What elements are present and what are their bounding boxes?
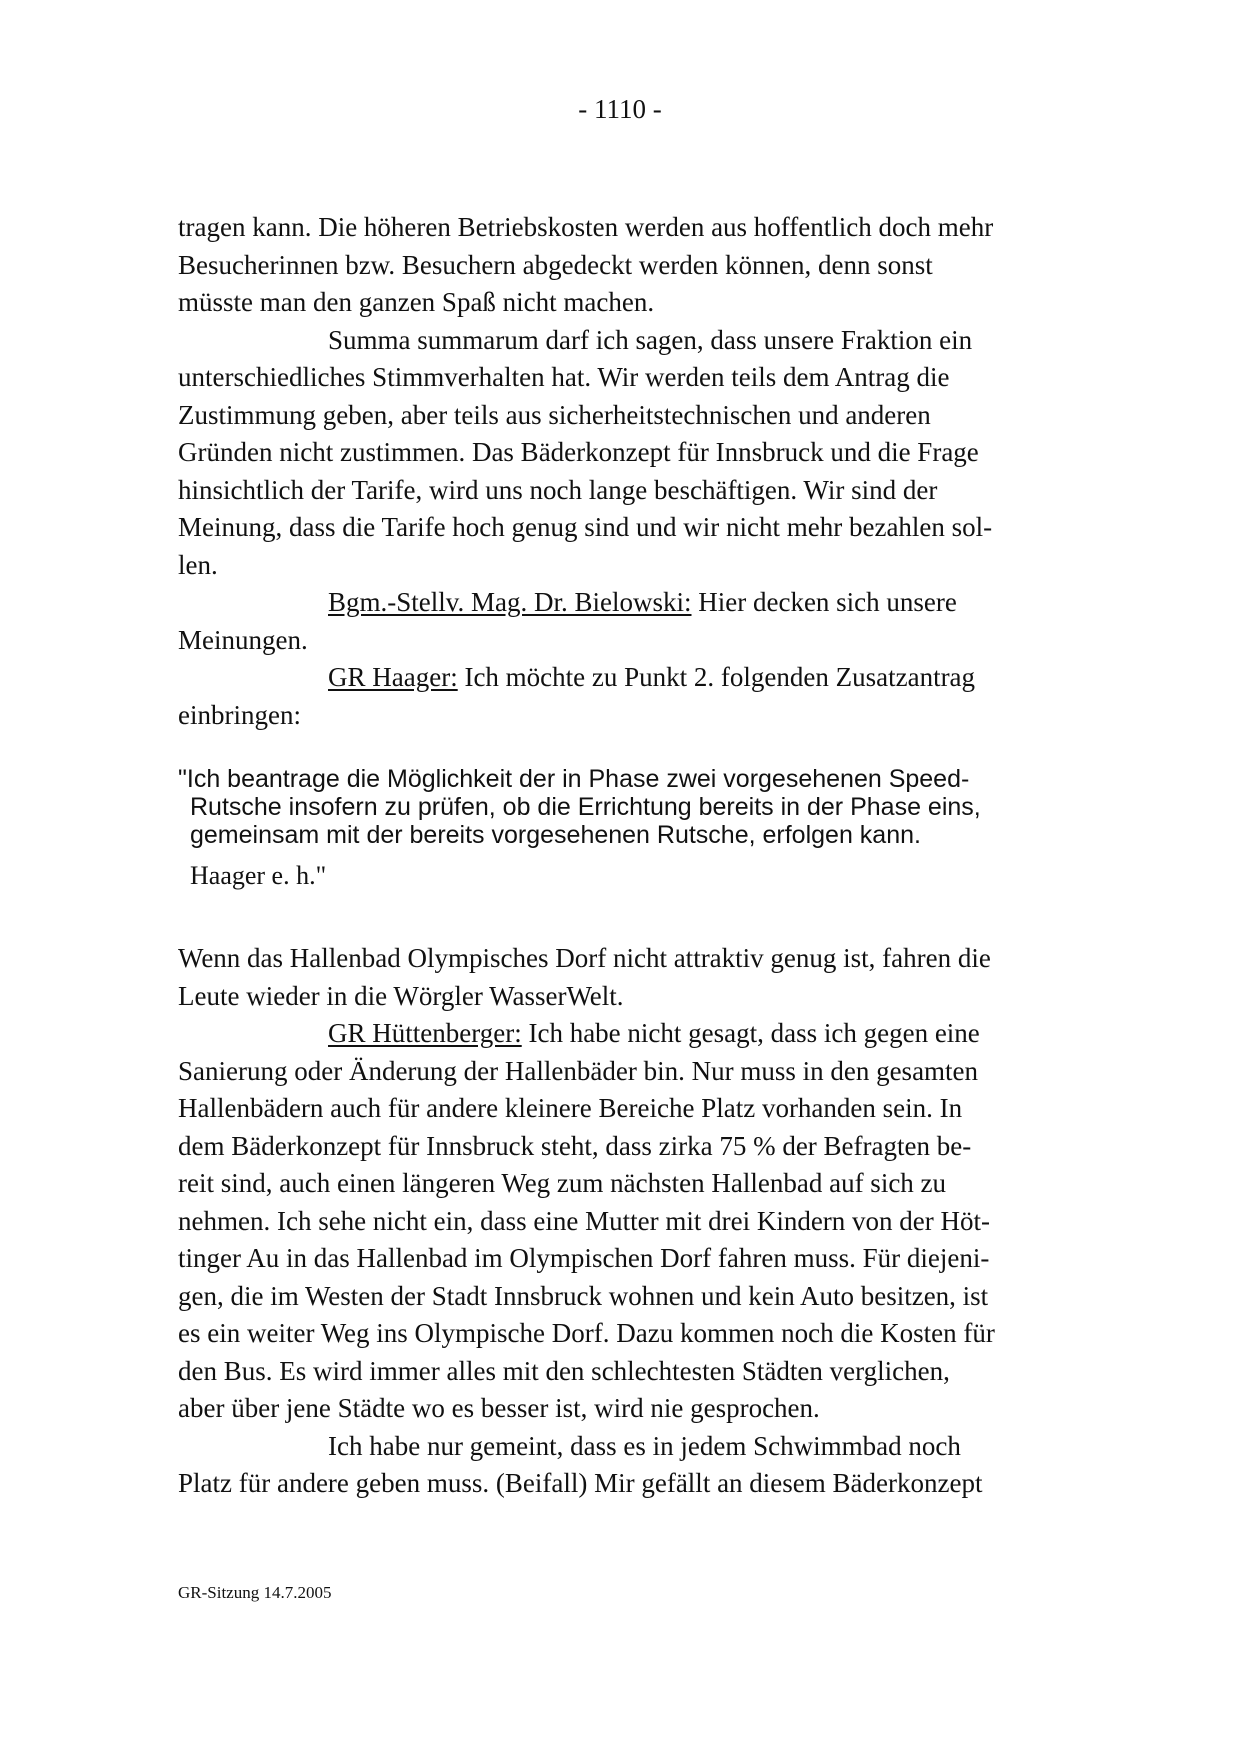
text-line: müsste man den ganzen Spaß nicht machen. xyxy=(178,287,655,317)
body-section-top xyxy=(178,209,1068,734)
text-line: es ein weiter Weg ins Olympische Dorf. Dazu kommen noch die Kosten für xyxy=(178,1318,995,1348)
speaker-line-haager xyxy=(178,659,1068,697)
text-line: aber über jene Städte wo es besser ist, wird nie gesprochen. xyxy=(178,1393,820,1423)
text-line: unterschiedliches Stimmverhalten hat. Wir werden teils dem Antrag die xyxy=(178,362,950,392)
text-line: Meinungen. xyxy=(178,624,308,655)
text-line: Wenn das Hallenbad Olympisches Dorf nicht attraktiv genug ist, fahren die xyxy=(178,943,991,973)
body-section-bottom xyxy=(178,940,1068,1503)
text-line: tinger Au in das Hallenbad im Olympischen Dorf fahren muss. Für diejeni- xyxy=(178,1243,990,1273)
page-number: - 1110 - xyxy=(578,94,662,124)
quote-signature: Haager e. h." xyxy=(190,861,327,890)
speaker-name: GR Haager: xyxy=(328,662,458,692)
speaker-name: Bgm.-Stellv. Mag. Dr. Bielowski: xyxy=(328,587,692,617)
text-line: den Bus. Es wird immer alles mit den schlechtesten Städten verglichen, xyxy=(178,1355,950,1386)
text-line: Gründen nicht zustimmen. Das Bäderkonzept für Innsbruck und die Frage xyxy=(178,437,979,467)
speaker-line-huettenberger xyxy=(178,1015,1068,1053)
text-line: nehmen. Ich sehe nicht ein, dass eine Mutter mit drei Kindern von der Höt- xyxy=(178,1205,991,1236)
speaker-text: Ich möchte zu Punkt 2. folgenden Zusatzantrag xyxy=(457,662,976,692)
speaker-text: Hier decken sich unsere xyxy=(691,587,957,617)
quote-line: "Ich beantrage die Möglichkeit der in Phase zwei vorgesehenen Speed- xyxy=(178,765,970,793)
text-line: Meinung, dass die Tarife hoch genug sind und wir nicht mehr bezahlen sol- xyxy=(178,512,993,542)
text-line: gen, die im Westen der Stadt Innsbruck wohnen und kein Auto besitzen, ist xyxy=(178,1280,989,1311)
quote-line: Rutsche insofern zu prüfen, ob die Errichtung bereits in der Phase eins, xyxy=(190,793,981,821)
text-line: Summa summarum darf ich sagen, dass unsere Fraktion ein xyxy=(328,324,973,355)
speaker-text: Ich habe nicht gesagt, dass ich gegen eine xyxy=(521,1018,980,1048)
text-line: tragen kann. Die höheren Betriebskosten werden aus hoffentlich doch mehr xyxy=(178,212,994,242)
footer-session-date: GR-Sitzung 14.7.2005 xyxy=(178,1583,332,1602)
motion-quote xyxy=(178,765,1078,893)
text-line: hinsichtlich der Tarife, wird uns noch lange beschäftigen. Wir sind der xyxy=(178,474,938,505)
quote-line: gemeinsam mit der bereits vorgesehenen Rutsche, erfolgen kann. xyxy=(190,821,921,849)
text-line: Zustimmung geben, aber teils aus sicherheitstechnischen und anderen xyxy=(178,399,931,430)
text-line: Sanierung oder Änderung der Hallenbäder bin. Nur muss in den gesamten xyxy=(178,1055,979,1086)
text-line: Ich habe nur gemeint, dass es in jedem Schwimmbad noch xyxy=(328,1430,961,1461)
speaker-name: GR Hüttenberger: xyxy=(328,1018,522,1048)
text-line: Hallenbädern auch für andere kleinere Bereiche Platz vorhanden sein. In xyxy=(178,1093,963,1123)
text-line: dem Bäderkonzept für Innsbruck steht, dass zirka 75 % der Befragten be- xyxy=(178,1130,972,1161)
text-line: einbringen: xyxy=(178,699,301,730)
text-line: len. xyxy=(178,549,218,580)
text-line: reit sind, auch einen längeren Weg zum nächsten Hallenbad auf sich zu xyxy=(178,1168,947,1198)
text-line: Platz für andere geben muss. (Beifall) Mir gefällt an diesem Bäderkonzept xyxy=(178,1468,983,1498)
speaker-line-bielowski xyxy=(178,584,1068,622)
text-line: Leute wieder in die Wörgler WasserWelt. xyxy=(178,980,624,1011)
text-line: Besucherinnen bzw. Besuchern abgedeckt werden können, denn sonst xyxy=(178,249,933,280)
